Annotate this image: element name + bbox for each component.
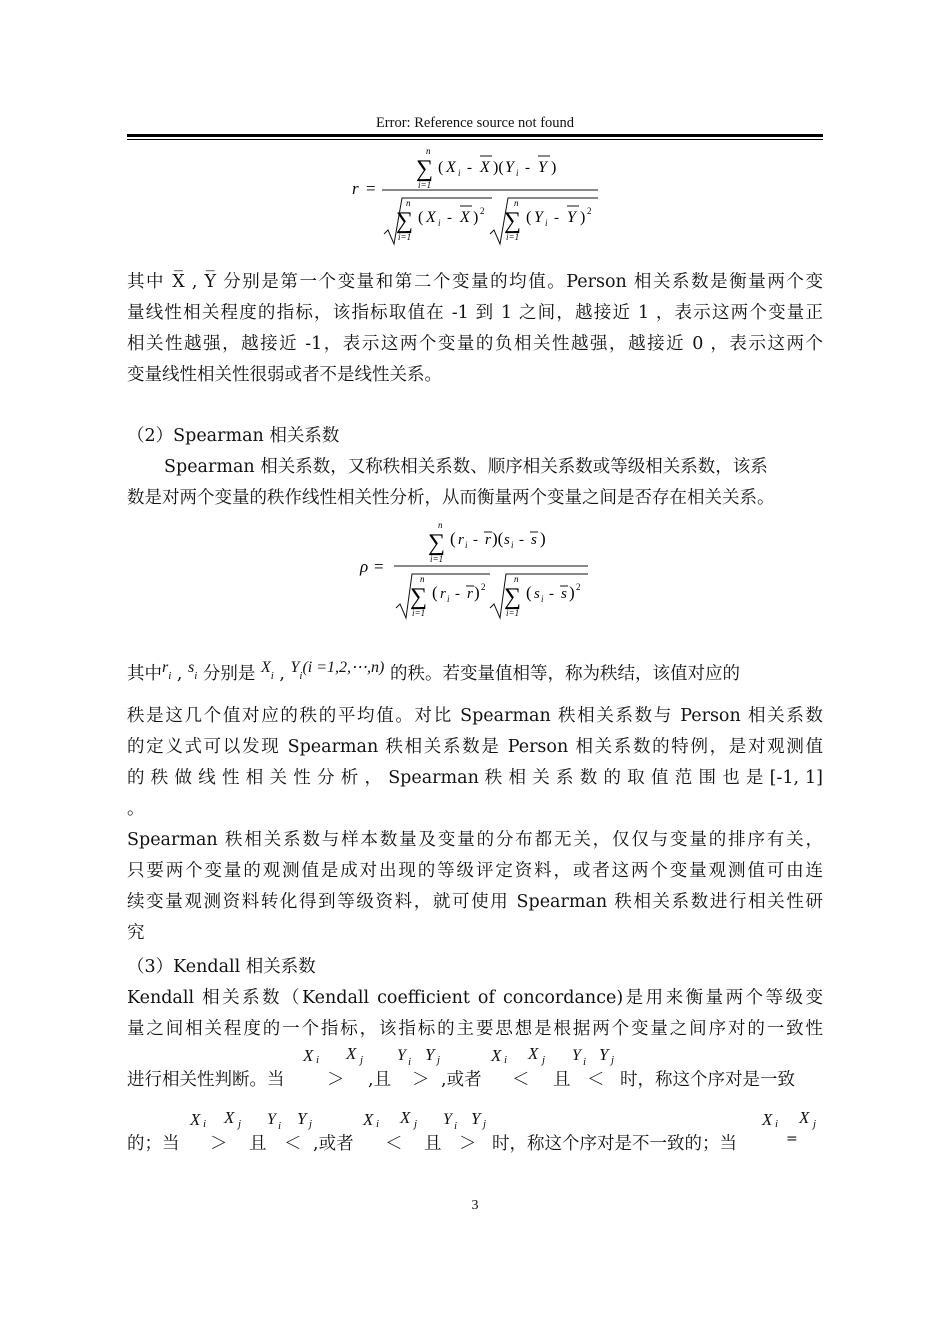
running-header: Error: Reference source not found [375,115,575,131]
svg-text:i=1: i=1 [506,608,520,618]
svg-text:∑: ∑ [428,530,446,556]
gt-sign: ＞ [327,1070,345,1090]
svg-text:∑: ∑ [504,584,522,610]
svg-text:ρ: ρ [360,557,369,576]
svg-text:i: i [541,594,544,604]
svg-text:(: ( [526,583,532,602]
symbol-X-j: X [224,1108,235,1127]
sub-i: i [775,1118,779,1130]
and-text: 且 [424,1134,442,1154]
svg-text:∑: ∑ [504,208,522,234]
symbol-Y-j: Y [471,1109,481,1128]
svg-text:i: i [438,218,441,228]
svg-text:i: i [458,168,461,178]
sub-j: j [813,1118,817,1130]
spearman-where-line: 其中ri , si 分别是 Xi , Yi(i =1,2,⋯,n) 的秩。若变量值相等，称为秩结，该值对应的 [127,659,740,684]
svg-text:s: s [504,532,510,548]
sub-j: j [414,1118,418,1130]
spearman-body-line-1: 秩是这几个值对应的秩的平均值。对比 Spearman 秩相关系数与 Person 相关系数 [127,706,823,726]
symbol-Y-j: Y [425,1045,435,1064]
lt-sign: ＜ [512,1070,530,1090]
svg-text:Y: Y [505,159,514,176]
symbol-Y-j: Y [599,1045,609,1064]
svg-text:): ) [474,583,480,602]
symbol-Y-i: Y [267,1111,276,1128]
sub-i: i [299,670,303,682]
symbol-Y-j: Y [297,1109,307,1128]
svg-text:): ) [580,209,586,226]
svg-text:): ) [551,159,557,176]
sub-i: i [194,670,198,682]
svg-text:r: r [467,586,473,602]
and-text: 且 [249,1134,267,1154]
svg-text:)(: )( [492,529,504,548]
svg-text:n: n [438,520,443,530]
svg-text:n: n [514,574,519,584]
svg-text:i: i [511,540,514,550]
spearman-body-line-4: Spearman 秩相关系数与样本数量及变量的分布都无关，仅仅与变量的排序有关， [127,830,823,850]
svg-text:∑: ∑ [416,156,434,182]
svg-text:i: i [516,168,519,178]
svg-text:=: = [366,179,376,198]
pearson-line-1: 其中 X̅ , Y̅ 分别是第一个变量和第二个变量的均值。Person 相关系数是衡量两个变 [127,272,823,292]
kendall-intro [127,983,823,1045]
symbol-Y-i: Y [443,1111,452,1128]
svg-text:∑: ∑ [396,208,414,234]
svg-text:s: s [561,586,567,602]
symbol-X-j: X [799,1108,810,1127]
sub-j: j [309,1118,313,1130]
sub-i: i [454,1120,458,1132]
svg-text:s: s [534,586,540,602]
svg-text:n: n [420,574,425,584]
svg-text:-: - [549,586,554,602]
spearman-body-line-7: 究 [127,923,145,943]
svg-text:∑: ∑ [410,584,428,610]
symbol-X: X [260,659,271,676]
svg-text:-: - [447,210,452,226]
pearson-formula [340,142,620,252]
spearman-formula [350,514,600,624]
symbol-X-i: X [762,1110,773,1129]
symbol-Y: Y [290,659,300,676]
sub-i: i [168,670,172,682]
spearman-body-line-3: 的 秩 做 线 性 相 关 性 分 析 ， Spearman 秩 相 关 系 数 的 取 值 范 围 也 是 [-1, 1] 。 [127,768,823,819]
spearman-intro-line-2: 数是对两个变量的秩作线性相关性分析，从而衡量两个变量之间是否存在相关关系。 [127,488,775,508]
svg-text:r: r [458,532,464,548]
header-rule-thin [127,139,823,140]
svg-text:(: ( [450,529,456,548]
sub-i: i [583,1056,587,1068]
sub-i: i [316,1054,320,1066]
section3-heading: （3）Kendall 相关系数 [127,957,316,977]
svg-text:): ) [569,583,575,602]
sub-i: i [203,1118,207,1130]
svg-text:-: - [467,160,472,176]
svg-text:Y: Y [538,159,547,176]
header-rule-thick [127,134,823,137]
svg-text:-: - [519,532,524,548]
line4-text-mid: 时，称这个序对是不一致的；当 [492,1134,737,1154]
formula-lhs: r [352,179,359,198]
spearman-body-line-5: 只要两个变量的观测值是成对出现的等级评定资料，或者这两个变量观测值可由连 [127,861,823,881]
spearman-body-line-2: 的定义式可以发现 Spearman 秩相关系数是 Person 相关系数的特例，是对观测值 [127,737,823,757]
svg-text:i: i [447,594,450,604]
svg-text:i=1: i=1 [398,232,412,242]
svg-text:i=1: i=1 [506,232,520,242]
lt-sign: ＜ [284,1134,302,1154]
svg-text:r: r [440,586,446,602]
where-suffix: 的秩。若变量值相等，称为秩结，该值对应的 [389,664,740,684]
gt-sign: ＞ [459,1134,477,1154]
svg-text:s: s [531,532,537,548]
sub-i: i [408,1056,412,1068]
svg-text:-: - [525,160,530,176]
symbol-X-i: X [491,1046,502,1065]
eq-sign: = [786,1131,798,1147]
symbol-X-j: X [346,1044,357,1063]
svg-text:i=1: i=1 [430,554,444,564]
svg-text:i: i [465,540,468,550]
lt-sign: ＜ [587,1070,605,1090]
symbol-X-i: X [303,1046,314,1065]
svg-text:2: 2 [481,582,486,592]
spearman-body [127,701,823,949]
sub-j: j [611,1054,615,1066]
svg-text:(: ( [418,209,424,226]
and-text: 且 [553,1070,571,1090]
section2-heading: （2）Spearman 相关系数 [127,426,340,446]
sub-i: i [270,670,274,682]
svg-text:=: = [374,557,384,576]
svg-text:X: X [480,159,490,176]
svg-text:X: X [460,209,470,226]
svg-text:-: - [473,532,478,548]
line3-text-start: 进行相关性判断。当 [127,1070,285,1090]
where-prefix: 其中 [127,664,162,684]
and-text: ,且 [368,1070,392,1090]
sub-i: i [278,1120,282,1132]
svg-text:Y: Y [534,209,543,226]
sub-j: j [360,1054,364,1066]
svg-text:n: n [514,198,519,208]
pearson-line-2: 量线性相关程度的指标，该指标取值在 -1 到 1 之间，越接近 1 ，表示这两个变量正 [127,303,823,323]
svg-text:n: n [406,198,411,208]
lt-sign: ＜ [385,1134,403,1154]
svg-text:2: 2 [587,206,592,216]
svg-text:Y: Y [567,209,576,226]
svg-text:2: 2 [576,582,581,592]
or-text: ,或者 [441,1070,482,1090]
svg-text:i=1: i=1 [418,180,432,190]
kendall-line-2: 量之间相关程度的一个指标，该指标的主要思想是根据两个变量之间序对的一致性 [127,1019,823,1039]
svg-text:): ) [473,209,479,226]
pearson-line-4: 变量线性相关性很弱或者不是线性关系。 [127,365,442,385]
or-text: ,或者 [313,1134,354,1154]
symbol-X-i: X [190,1110,201,1129]
svg-text:X: X [446,159,456,176]
gt-sign: ＞ [412,1070,430,1090]
svg-text:i: i [545,218,548,228]
svg-text:r: r [485,532,491,548]
sub-j: j [542,1054,546,1066]
svg-text:)(: )( [493,159,504,176]
svg-text:): ) [540,529,546,548]
svg-text:i=1: i=1 [412,608,426,618]
svg-text:2: 2 [480,206,485,216]
spearman-intro-line-1: Spearman 相关系数，又称秩相关系数、顺序相关系数或等级相关系数，该系 [164,457,768,477]
symbol-r: r [162,659,169,676]
symbol-Y-i: Y [572,1047,581,1064]
sub-i: i [504,1054,508,1066]
svg-text:(: ( [432,583,438,602]
svg-text:X: X [426,209,436,226]
svg-text:-: - [455,586,460,602]
section2-intro [127,452,823,514]
sub-j: j [483,1118,487,1130]
pearson-paragraph [127,267,823,391]
svg-text:(: ( [438,159,444,176]
symbol-Y-i: Y [397,1047,406,1064]
symbol-X-j: X [528,1044,539,1063]
pearson-line-3: 相关性越强，越接近 -1，表示这两个变量的负相关性越强，越接近 0 ，表示这两个 [127,334,823,354]
page-number: 3 [471,1198,479,1213]
line3-text-end: 时，称这个序对是一致 [620,1070,795,1090]
sub-j: j [437,1054,441,1066]
symbol-X-i: X [363,1110,374,1129]
sub-j: j [238,1118,242,1130]
spearman-body-line-6: 续变量观测资料转化得到等级资料，就可使用 Spearman 秩相关系数进行相关性研 [127,892,823,912]
symbol-s: s [188,659,195,676]
sum-top: n [426,146,431,156]
index-range: (i =1,2,⋯,n) [302,659,385,676]
svg-text:(: ( [526,209,532,226]
sub-i: i [376,1118,380,1130]
symbol-X-j: X [400,1108,411,1127]
svg-text:-: - [554,210,559,226]
kendall-line-1: Kendall 相关系数（Kendall coefficient of concordance)是用来衡量两个等级变 [127,988,823,1008]
line4-text-start: 的；当 [127,1134,180,1154]
where-mid: 分别是 [202,664,256,684]
gt-sign: ＞ [210,1134,228,1154]
